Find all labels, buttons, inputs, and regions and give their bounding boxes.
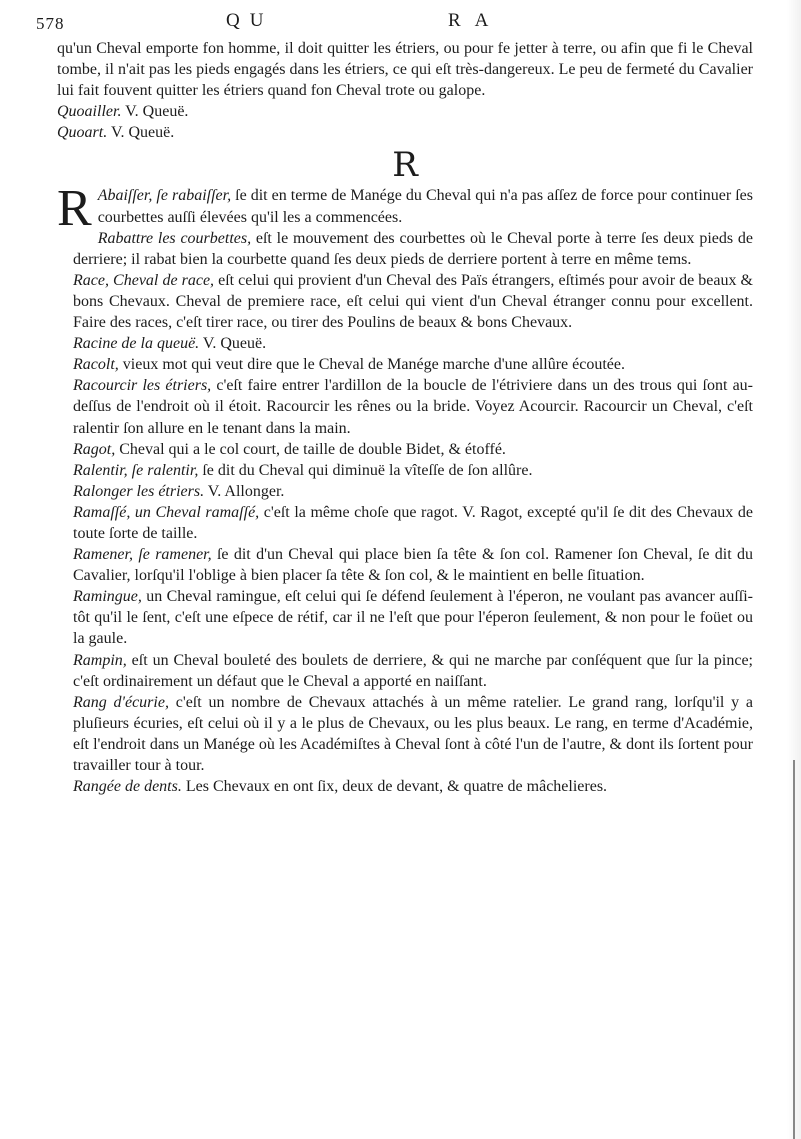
entry-text: V. Queuë. [107,124,175,142]
entry-headword: Ramingue, [73,588,142,606]
entry-r-11 [57,586,753,649]
entry-text: ſe dit en terme de Manége du Cheval qui n'a pas aſſez de force pour continuer ſes courbettes auſſi élevées qu'il les a commencées. [97,187,754,226]
entry-r-8 [57,481,753,502]
entry-headword: Racolt, [73,356,119,374]
entry-text: V. Queuë. [199,335,267,353]
entry-r-7 [57,460,753,481]
entry-text: Les Chevaux en ont ſix, deux de devant, & quatre de mâchelieres. [181,778,608,796]
entry-r-6 [57,439,753,460]
binding-edge-line [793,760,795,1139]
page-number: 578 [36,14,65,33]
entry-text: ſe dit d'un Cheval qui place bien ſa tête & ſon col. Ramener ſon Cheval, ſe dit du Cavalier, lorſqu'il l'oblige à bien placer ſa tête & ſon col, & le maintient en belle ſituation. [73,546,754,585]
entry-text: un Cheval ramingue, eſt celui qui ſe défend ſeulement à l'éperon, ne voulant pas avancer auſſi-tôt qu'il le ſent, c'eſt une eſpece de rétif, car il ne l'eſt que pour l'éperon ſeulement, & non pour le foüet ou la gaule. [73,588,753,648]
entry-text: ſe dit du Cheval qui diminuë la vîteſſe de ſon allûre. [198,461,533,479]
entry-headword: Racine de la queuë. [73,335,200,353]
entry-headword: Ragot, [73,440,116,458]
entry-text: Cheval qui a le col court, de taille de double Bidet, & étoffé. [115,440,506,458]
entry-text: eſt celui qui provient d'un Cheval des Païs étrangers, eſtimés pour avoir de beaux & bons Chevaux. Cheval de premiere race, eſt celui qui vient d'un Cheval étranger connu pour excellent. Faire des races, c'eſt tirer race, ou tirer des Poulins de beaux & bons Chevaux. [73,271,753,332]
entry-headword: Ralentir, ſe ralentir, [73,461,199,479]
entry-text: eſt un Cheval bouleté des boulets de derriere, & qui ne marche par conſéquent que ſur la pince; c'eſt ordinairement un défaut que le Cheval a apporté en naiſſant. [73,651,753,690]
entry-q-0 [57,101,753,122]
entry-headword: Rangée de dents. [73,778,182,796]
entry-headword: Abaiſſer, ſe rabaiſſer, [97,187,232,205]
entry-r-12 [57,650,753,692]
intro-paragraph: qu'un Cheval emporte fon homme, il doit quitter les étriers, ou pour fe jetter à terre, ou afin que fi le Cheval tombe, il n'ait pas les pieds engagés dans les étriers, ce qui eſt très-dangereux. Le peu de fermeté du Cavalier lui fait fouvent quitter les étriers quand fon Cheval trote ou galope. [57,40,753,100]
entry-r-2 [57,270,753,333]
entry-headword: Racourcir les étriers, [73,377,212,395]
entry-r-14 [57,776,753,797]
entry-r-4 [57,354,753,375]
entry-q-1 [57,122,753,143]
header-title-right: RA [448,10,503,31]
entry-text: c'eſt un nombre de Chevaux attachés à un même ratelier. Le grand rang, lorſqu'il y a pluſieurs écuries, eſt celui où il y a le plus de Chevaux, ou les plus beaux. Le rang, en terme d'Académie, eſt l'endroit dans un Manége où les Académiſtes à Cheval ſont à côté l'un de l'autre, & dont ils ſortent pour travailler tour à tour. [73,693,754,774]
entry-headword: Race, Cheval de race, [73,271,215,289]
entry-headword: Ralonger les étriers. [73,482,205,500]
page-body [57,38,753,797]
entry-r-9 [57,502,753,544]
entry-headword: Quoailler. [57,103,122,121]
entry-headword: Rang d'écurie, [73,693,169,711]
entry-text: V. Allonger. [204,482,285,500]
entry-r-3 [57,333,753,354]
section-letter: R [392,145,418,186]
entry-headword: Ramener, ſe ramener, [73,546,212,564]
entry-r-13 [57,692,753,776]
entry-headword: Quoart. [57,124,108,142]
entry-headword: Rampin, [73,651,127,669]
entry-headword: Ramaſſé, un Cheval ramaſſé, [73,503,260,521]
header-title-left: QU [226,10,274,31]
entry-text: V. Queuë. [121,103,189,121]
running-header [36,8,686,38]
entry-text: eſt le mouvement des courbettes où le Cheval porte à terre ſes deux pieds de derriere; il rabat bien la courbette quand ſes deux pieds de derriere portent à terre en même tems. [73,229,753,268]
entry-text: c'eſt faire entrer l'ardillon de la boucle de l'étriviere dans un des trous qui ſont au-deſſus de l'endroit où il étoit. Racourcir les rênes ou la bride. Voyez Acourcir. Racourcir un Cheval, c'eſt ralentir ſon allure en le tenant dans la main. [73,377,754,437]
entry-r-5 [57,375,753,438]
entry-headword: Rabattre les courbettes, [97,229,252,247]
entry-r-10 [57,544,753,586]
entry-text: vieux mot qui veut dire que le Cheval de Manége marche d'une allûre écoutée. [118,356,626,374]
entry-r-1 [57,228,753,270]
entry-text: c'eſt la même choſe que ragot. V. Ragot, excepté qu'il ſe dit des Chevaux de toute ſorte de taille. [73,503,753,542]
drop-cap: R [57,180,92,238]
